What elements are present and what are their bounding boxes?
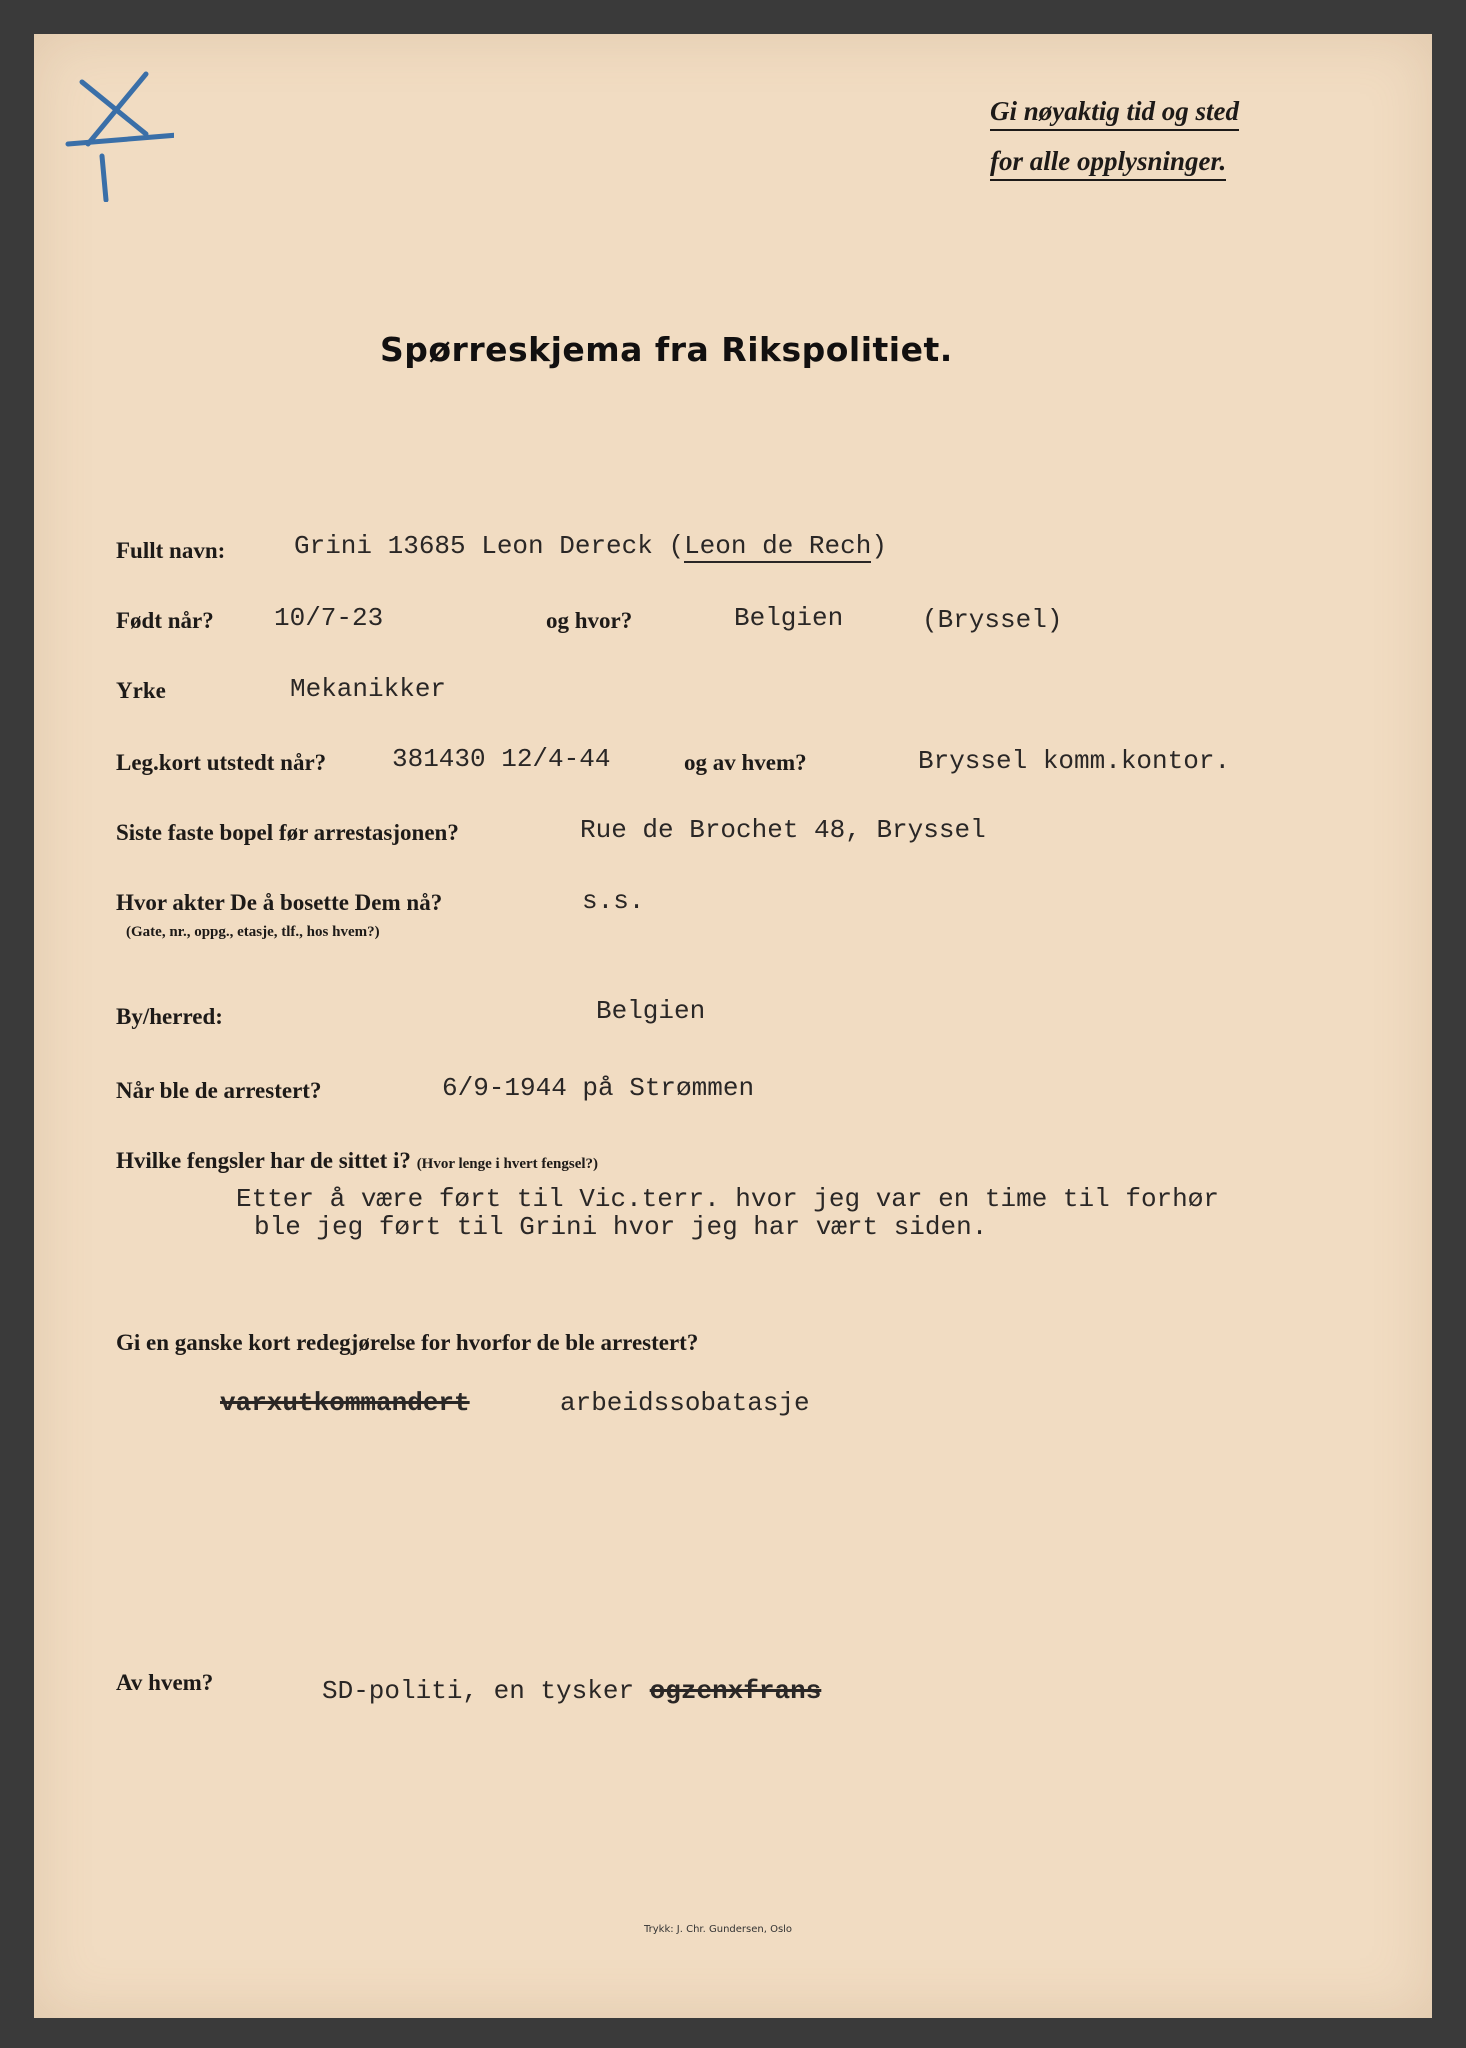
arrested-value: 6/9-1944 på Strømmen: [442, 1073, 755, 1103]
form-title: Spørreskjema fra Rikspolitiet.: [380, 330, 953, 369]
prisons-line-1: Etter å være ført til Vic.terr. hvor jeg var en time til forhør: [236, 1184, 1219, 1214]
corner-note-bottom: for alle opplysninger.: [990, 146, 1226, 181]
born-where-value: Belgien: [734, 603, 844, 633]
printer-imprint: Trykk: J. Chr. Gundersen, Oslo: [644, 1924, 793, 1935]
pencil-mark-icon: [54, 52, 174, 202]
name-label: Fullt navn:: [116, 538, 226, 563]
born-value: 10/7-23: [274, 603, 384, 633]
residence-value: Rue de Brochet 48, Bryssel: [580, 815, 986, 845]
id-by-value: Bryssel komm.kontor.: [918, 746, 1231, 776]
prisons-label: Hvilke fengsler har de sittet i? (Hvor lenge i hvert fengsel?): [116, 1148, 599, 1173]
born-label: Født når?: [116, 608, 214, 633]
by-whom-value: SD-politi, en tysker ogzenxfrans: [322, 1676, 822, 1706]
why-label: Gi en ganske kort redegjørelse for hvorfor de ble arrestert?: [116, 1330, 699, 1355]
city-value: Belgien: [596, 996, 706, 1026]
city-label: By/herred:: [116, 1004, 223, 1029]
name-value: Grini 13685 Leon Dereck (Leon de Rech): [294, 531, 887, 561]
prisons-hint: (Hvor lenge i hvert fengsel?): [416, 1156, 599, 1172]
why-value: arbeidssobatasje: [560, 1388, 810, 1418]
name-alt: Leon de Rech: [684, 531, 872, 561]
born-where-label: og hvor?: [546, 608, 633, 633]
by-whom-struck: ogzenxfrans: [649, 1676, 822, 1706]
settle-value: s.s.: [582, 886, 645, 916]
born-city: (Bryssel): [922, 605, 1063, 635]
occupation-label: Yrke: [116, 678, 166, 703]
residence-label: Siste faste bopel før arrestasjonen?: [116, 820, 459, 845]
form-page: [34, 34, 1432, 2018]
why-struck: varxutkommandert: [220, 1388, 470, 1418]
prisons-line-2: ble jeg ført til Grini hvor jeg har vært siden.: [254, 1212, 988, 1242]
id-by-label: og av hvem?: [684, 750, 807, 775]
settle-label: Hvor akter De å bosette Dem nå?: [116, 890, 443, 915]
arrested-label: Når ble de arrestert?: [116, 1078, 322, 1103]
corner-note-top: Gi nøyaktig tid og sted: [990, 96, 1239, 131]
id-label: Leg.kort utstedt når?: [116, 750, 327, 775]
by-whom-label: Av hvem?: [116, 1670, 214, 1695]
settle-hint: (Gate, nr., oppg., etasje, tlf., hos hvem?): [126, 924, 380, 940]
id-value: 381430 12/4-44: [392, 744, 611, 774]
occupation-value: Mekanikker: [290, 674, 447, 704]
